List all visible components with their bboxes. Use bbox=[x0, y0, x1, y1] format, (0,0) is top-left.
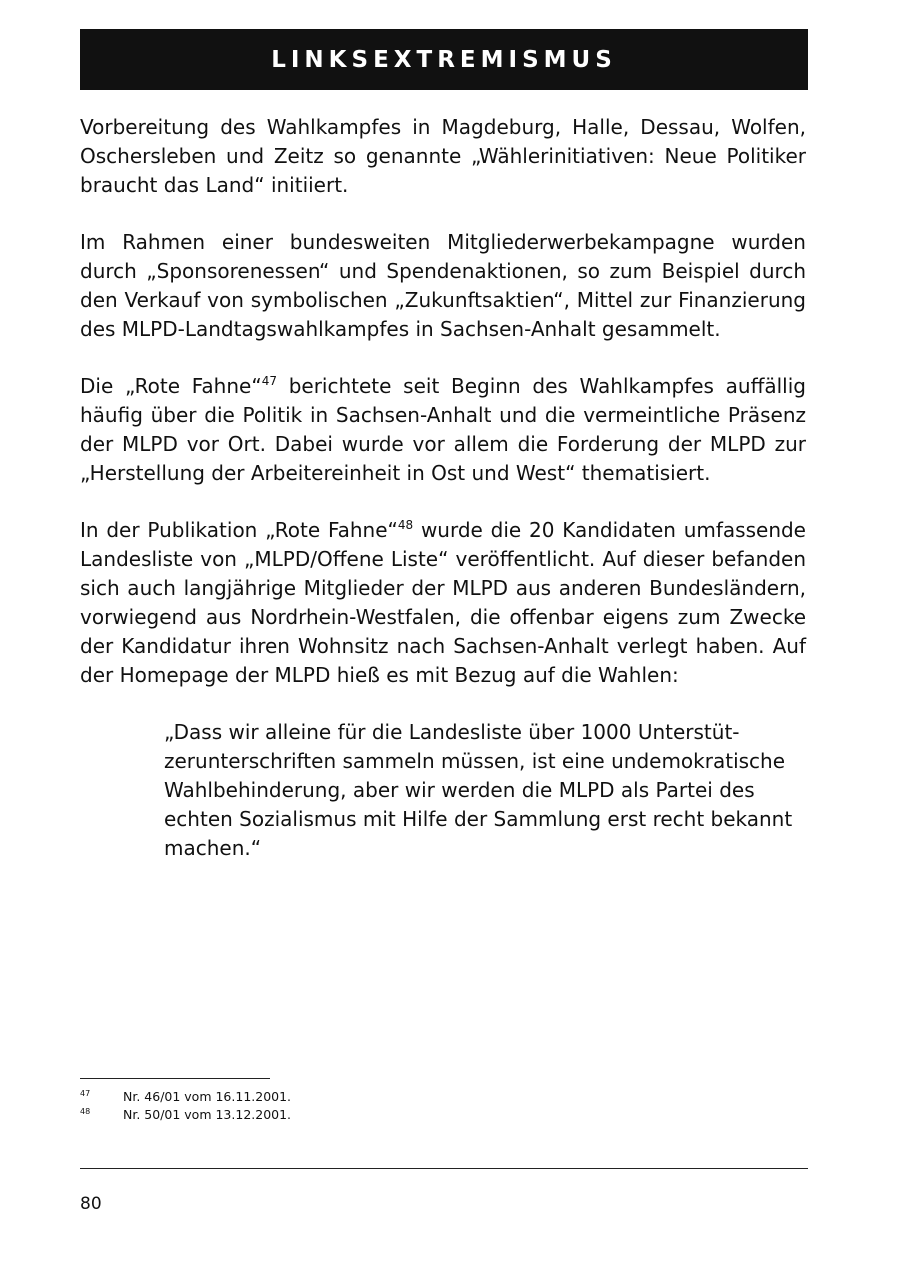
block-quote: „Dass wir alleine für die Landesliste über 1000 Unterstützerunterschriften sammeln müssen, ist eine undemokratische Wahlbehinderung, aber wir werden die MLPD als Partei des echten Sozialismus mit Hilfe der Sammlung erst recht bekannt machen.“ bbox=[164, 720, 793, 860]
footnote-number: 47 bbox=[80, 1089, 91, 1098]
paragraph-3 bbox=[80, 372, 806, 488]
section-title: LINKSEXTREMISMUS bbox=[271, 46, 617, 73]
footnote-item bbox=[80, 1088, 480, 1106]
paragraph-3-text-end: berichtete seit Beginn des Wahlkampfes auffällig häufig über die Politik in Sachsen-Anhalt und die vermeintliche Präsenz der MLPD vor Ort. Dabei wurde vor allem die Forderung der MLPD zur „Herstellung der Arbeitereinheit in Ost und West“ thematisiert. bbox=[80, 374, 806, 485]
footnotes bbox=[80, 1088, 480, 1124]
section-header-bar bbox=[80, 29, 808, 90]
page-footer-divider bbox=[80, 1168, 808, 1169]
body-text bbox=[80, 113, 806, 863]
paragraph-2: Im Rahmen einer bundesweiten Mitgliederwerbekampagne wurden durch „Sponsorenessen“ und Spendenaktionen, so zum Beispiel durch den Verkauf von symbolischen „Zukunftsaktien“, Mittel zur Finanzierung des MLPD-Landtagswahlkampfes in Sachsen-Anhalt gesammelt. bbox=[80, 230, 806, 341]
footnote-divider bbox=[80, 1078, 270, 1079]
footnote-item bbox=[80, 1106, 480, 1124]
footnote-ref-47[interactable]: 47 bbox=[261, 374, 277, 388]
paragraph-4-text-start: In der Publikation „Rote Fahne“ bbox=[80, 518, 398, 542]
paragraph-3-text-start: Die „Rote Fahne“ bbox=[80, 374, 262, 398]
footnote-ref-48[interactable]: 48 bbox=[397, 518, 414, 532]
footnote-text: Nr. 46/01 vom 16.11.2001. bbox=[123, 1089, 292, 1104]
paragraph-1: Vorbereitung des Wahlkampfes in Magdeburg, Halle, Dessau, Wolfen, Oschersleben und Zeitz so genannte „Wählerinitiativen: Neue Politiker braucht das Land“ initiiert. bbox=[80, 115, 806, 197]
paragraph-4 bbox=[80, 516, 806, 690]
footnote-number: 48 bbox=[80, 1107, 91, 1116]
paragraph-4-text-end: wurde die 20 Kandidaten umfassende Landesliste von „MLPD/Offene Liste“ veröffentlicht. Auf dieser befanden sich auch langjährige Mitglieder der MLPD aus anderen Bundesländern, vorwiegend aus Nordrhein-Westfalen, die offenbar eigens zum Zwecke der Kandidatur ihren Wohnsitz nach Sachsen-Anhalt verlegt haben. Auf der Homepage der MLPD hieß es mit Bezug auf die Wahlen: bbox=[80, 518, 806, 687]
page-number: 80 bbox=[80, 1194, 102, 1214]
footnote-text: Nr. 50/01 vom 13.12.2001. bbox=[123, 1107, 292, 1122]
